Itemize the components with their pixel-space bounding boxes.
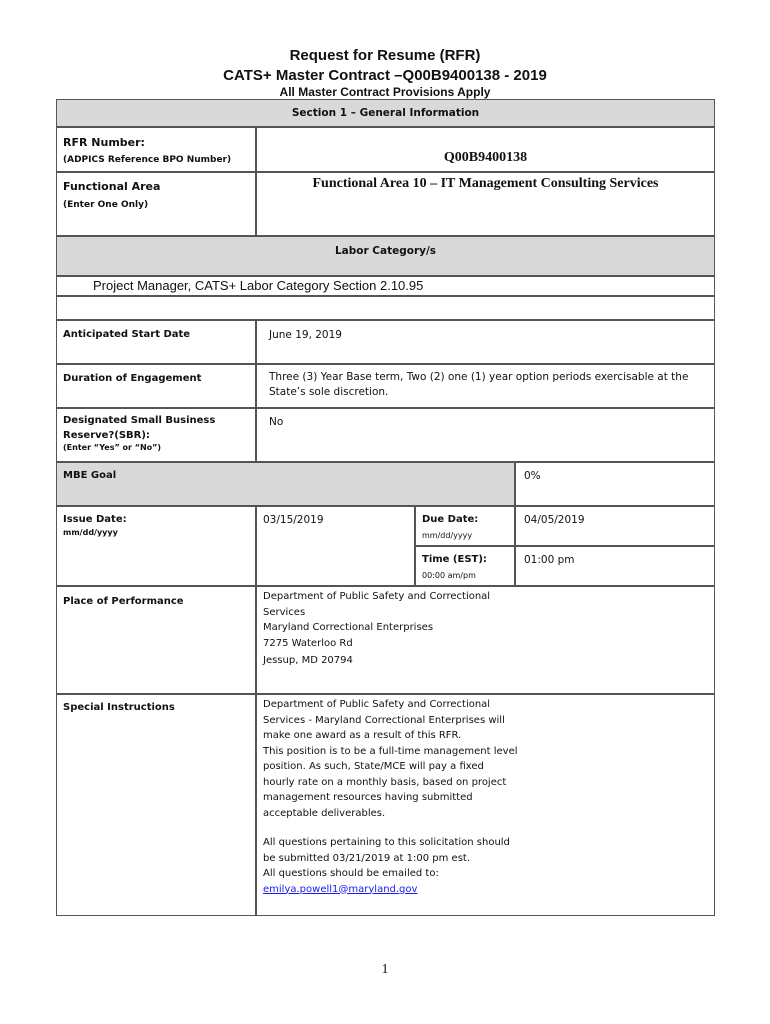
due-date-label-cell bbox=[415, 506, 515, 546]
time-label: Time (EST): bbox=[422, 554, 487, 565]
special-line: All questions should be emailed to: bbox=[263, 868, 439, 879]
special-line: position. As such, State/MCE will pay a fixed bbox=[263, 761, 484, 772]
labor-category-value: Project Manager, CATS+ Labor Category Section 2.10.95 bbox=[93, 278, 424, 293]
time-value: 01:00 pm bbox=[524, 554, 575, 566]
functional-area-value-cell bbox=[256, 172, 715, 236]
place-line: Maryland Correctional Enterprises bbox=[263, 622, 434, 633]
email-link[interactable]: emilya.powell1@maryland.gov bbox=[263, 883, 418, 895]
blank-row bbox=[56, 296, 715, 320]
special-line: management resources having submitted bbox=[263, 792, 473, 803]
sbr-value-cell bbox=[256, 408, 715, 462]
start-date-label-cell bbox=[56, 320, 256, 364]
mbe-label: MBE Goal bbox=[63, 470, 117, 481]
functional-area-label-cell bbox=[56, 172, 256, 236]
duration-label-cell bbox=[56, 364, 256, 408]
rfr-number-sublabel: (ADPICS Reference BPO Number) bbox=[63, 155, 232, 166]
special-line: Department of Public Safety and Correctional bbox=[263, 699, 491, 710]
provisions-note: All Master Contract Provisions Apply bbox=[279, 85, 491, 99]
contract-subtitle: CATS+ Master Contract –Q00B9400138 - 2019 bbox=[223, 67, 547, 84]
due-date-value: 04/05/2019 bbox=[524, 514, 585, 526]
place-line: Jessup, MD 20794 bbox=[263, 655, 353, 666]
special-label-cell bbox=[56, 694, 256, 916]
labor-category-title: Labor Category/s bbox=[334, 245, 437, 257]
sbr-value: No bbox=[269, 416, 284, 428]
special-value-cell bbox=[256, 694, 715, 916]
sbr-hint: (Enter “Yes” or “No”) bbox=[63, 443, 162, 452]
special-line: make one award as a result of this RFR. bbox=[263, 730, 462, 741]
rfr-number-value-cell bbox=[256, 127, 715, 172]
section-1-title: Section 1 – General Information bbox=[291, 107, 480, 119]
special-line: All questions pertaining to this solicitation should bbox=[263, 837, 510, 848]
mbe-label-cell bbox=[56, 462, 515, 506]
mbe-value: 0% bbox=[524, 470, 541, 482]
labor-category-row bbox=[56, 276, 715, 296]
place-line: Services bbox=[263, 606, 306, 618]
functional-area-sublabel: (Enter One Only) bbox=[63, 200, 149, 211]
duration-value: Three (3) Year Base term, Two (2) one (1) year option periods exercisable at the State’s sole discretion. bbox=[269, 371, 689, 399]
place-label-cell bbox=[56, 586, 256, 694]
issue-date-value-cell bbox=[256, 506, 415, 586]
start-date-value: June 19, 2019 bbox=[269, 329, 342, 341]
functional-area-label: Functional Area bbox=[63, 180, 161, 193]
special-line: This position is to be a full-time management level bbox=[263, 745, 518, 757]
due-date-label: Due Date: bbox=[422, 514, 479, 525]
mbe-value-cell bbox=[515, 462, 715, 506]
issue-date-format: mm/dd/yyyy bbox=[63, 527, 118, 537]
duration-label: Duration of Engagement bbox=[63, 373, 202, 384]
rfr-number-label: RFR Number: bbox=[63, 136, 145, 149]
place-line: 7275 Waterloo Rd bbox=[263, 637, 353, 649]
duration-value-cell bbox=[256, 364, 715, 408]
labor-category-header bbox=[56, 236, 715, 276]
due-date-value-cell bbox=[515, 506, 715, 546]
issue-date-value: 03/15/2019 bbox=[263, 514, 324, 526]
sbr-label: Designated Small Business Reserve?(SBR): bbox=[63, 415, 216, 441]
time-format: 00:00 am/pm bbox=[422, 570, 476, 580]
special-line: Services - Maryland Correctional Enterprises will bbox=[263, 714, 505, 726]
start-date-label: Anticipated Start Date bbox=[63, 329, 191, 340]
place-line: Department of Public Safety and Correctional bbox=[263, 591, 491, 602]
special-instructions-label: Special Instructions bbox=[63, 702, 175, 713]
issue-date-label-cell bbox=[56, 506, 256, 586]
rfr-number-value: Q00B9400138 bbox=[443, 150, 528, 165]
time-value-cell bbox=[515, 546, 715, 586]
issue-date-label: Issue Date: bbox=[63, 514, 127, 525]
section-1-header bbox=[56, 99, 715, 127]
sbr-label-cell bbox=[56, 408, 256, 462]
rfr-number-label-cell bbox=[56, 127, 256, 172]
place-label: Place of Performance bbox=[63, 596, 184, 607]
special-line: be submitted 03/21/2019 at 1:00 pm est. bbox=[263, 852, 471, 864]
functional-area-value: Functional Area 10 – IT Management Consulting Services bbox=[312, 176, 659, 191]
document-title: Request for Resume (RFR) bbox=[289, 47, 481, 64]
time-label-cell bbox=[415, 546, 515, 586]
due-date-format: mm/dd/yyyy bbox=[422, 530, 473, 540]
start-date-value-cell bbox=[256, 320, 715, 364]
special-line: hourly rate on a monthly basis, based on project bbox=[263, 776, 507, 788]
page-number: 1 bbox=[381, 962, 389, 977]
special-line: acceptable deliverables. bbox=[263, 807, 386, 819]
place-value-cell bbox=[256, 586, 715, 694]
